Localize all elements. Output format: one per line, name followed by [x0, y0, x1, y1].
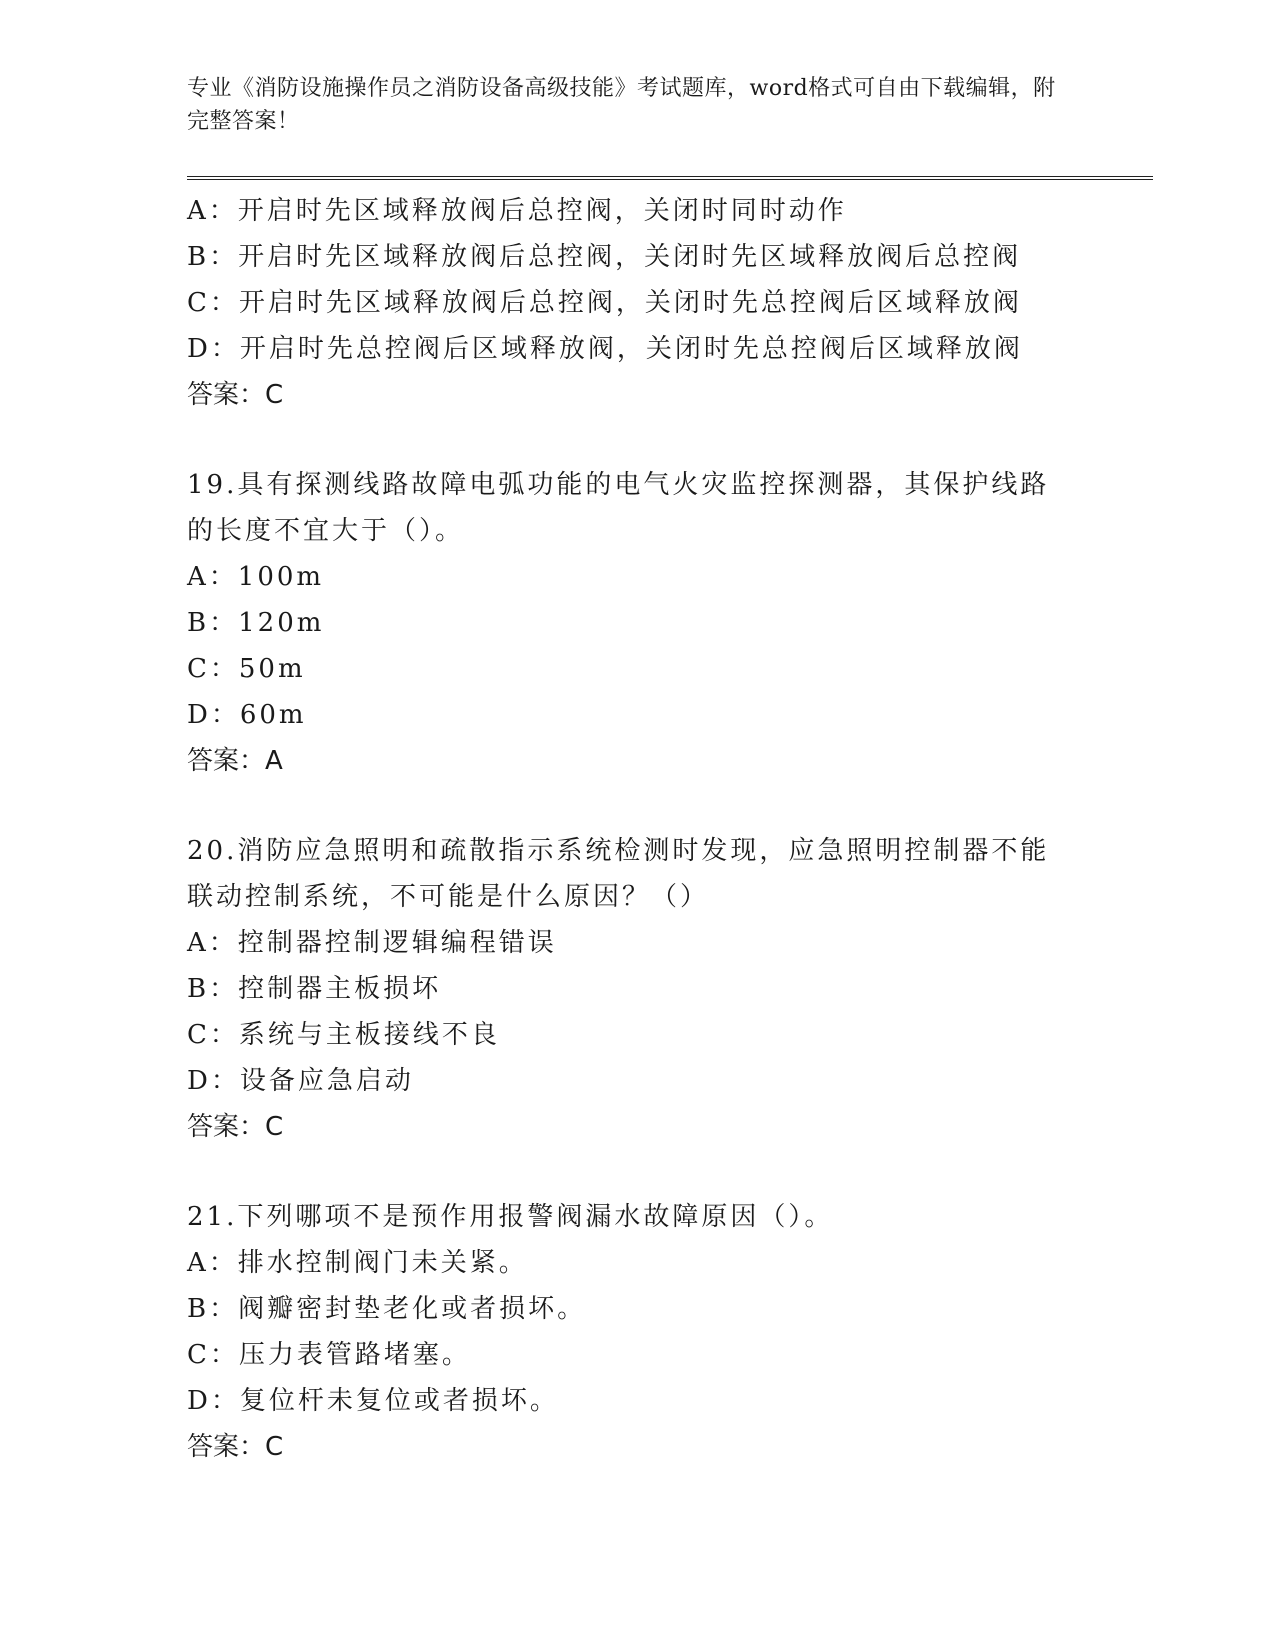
option-c: C：开启时先区域释放阀后总控阀，关闭时先总控阀后区域释放阀	[187, 288, 1022, 318]
option-b: B：阀瓣密封垫老化或者损坏。	[187, 1294, 587, 1324]
answer: 答案：C	[187, 380, 284, 410]
question-block-21	[187, 1194, 1107, 1470]
document-body	[187, 188, 1107, 1470]
option-a: A：控制器控制逻辑编程错误	[187, 928, 557, 958]
option-b: B：120m	[187, 608, 325, 638]
question-block-19	[187, 462, 1107, 784]
option-d: D：复位杆未复位或者损坏。	[187, 1386, 559, 1416]
option-d: D：开启时先总控阀后区域释放阀，关闭时先总控阀后区域释放阀	[187, 334, 1023, 364]
option-a: A：开启时先区域释放阀后总控阀，关闭时同时动作	[187, 196, 847, 226]
option-d: D：设备应急启动	[187, 1066, 414, 1096]
page-header: 专业《消防设施操作员之消防设备高级技能》考试题库，word格式可自由下载编辑，附完整答案！	[187, 76, 1056, 134]
option-b: B：控制器主板损坏	[187, 974, 442, 1004]
question-block-20	[187, 828, 1107, 1150]
question-stem: 20.消防应急照明和疏散指示系统检测时发现，应急照明控制器不能联动控制系统，不可能是什么原因？（）	[187, 836, 1050, 912]
answer: 答案：C	[187, 1432, 284, 1462]
answer: 答案：C	[187, 1112, 284, 1142]
option-b: B：开启时先区域释放阀后总控阀，关闭时先区域释放阀后总控阀	[187, 242, 1022, 272]
option-d: D：60m	[187, 700, 307, 730]
option-a: A：排水控制阀门未关紧。	[187, 1248, 528, 1278]
header-divider	[187, 176, 1153, 180]
question-stem: 21.下列哪项不是预作用报警阀漏水故障原因（）。	[187, 1202, 834, 1232]
option-c: C：50m	[187, 654, 306, 684]
option-a: A：100m	[187, 562, 325, 592]
option-c: C：系统与主板接线不良	[187, 1020, 500, 1050]
answer: 答案：A	[187, 746, 283, 776]
question-block-18	[187, 188, 1107, 418]
question-stem: 19.具有探测线路故障电弧功能的电气火灾监控探测器，其保护线路的长度不宜大于（）。	[187, 470, 1050, 546]
option-c: C：压力表管路堵塞。	[187, 1340, 471, 1370]
